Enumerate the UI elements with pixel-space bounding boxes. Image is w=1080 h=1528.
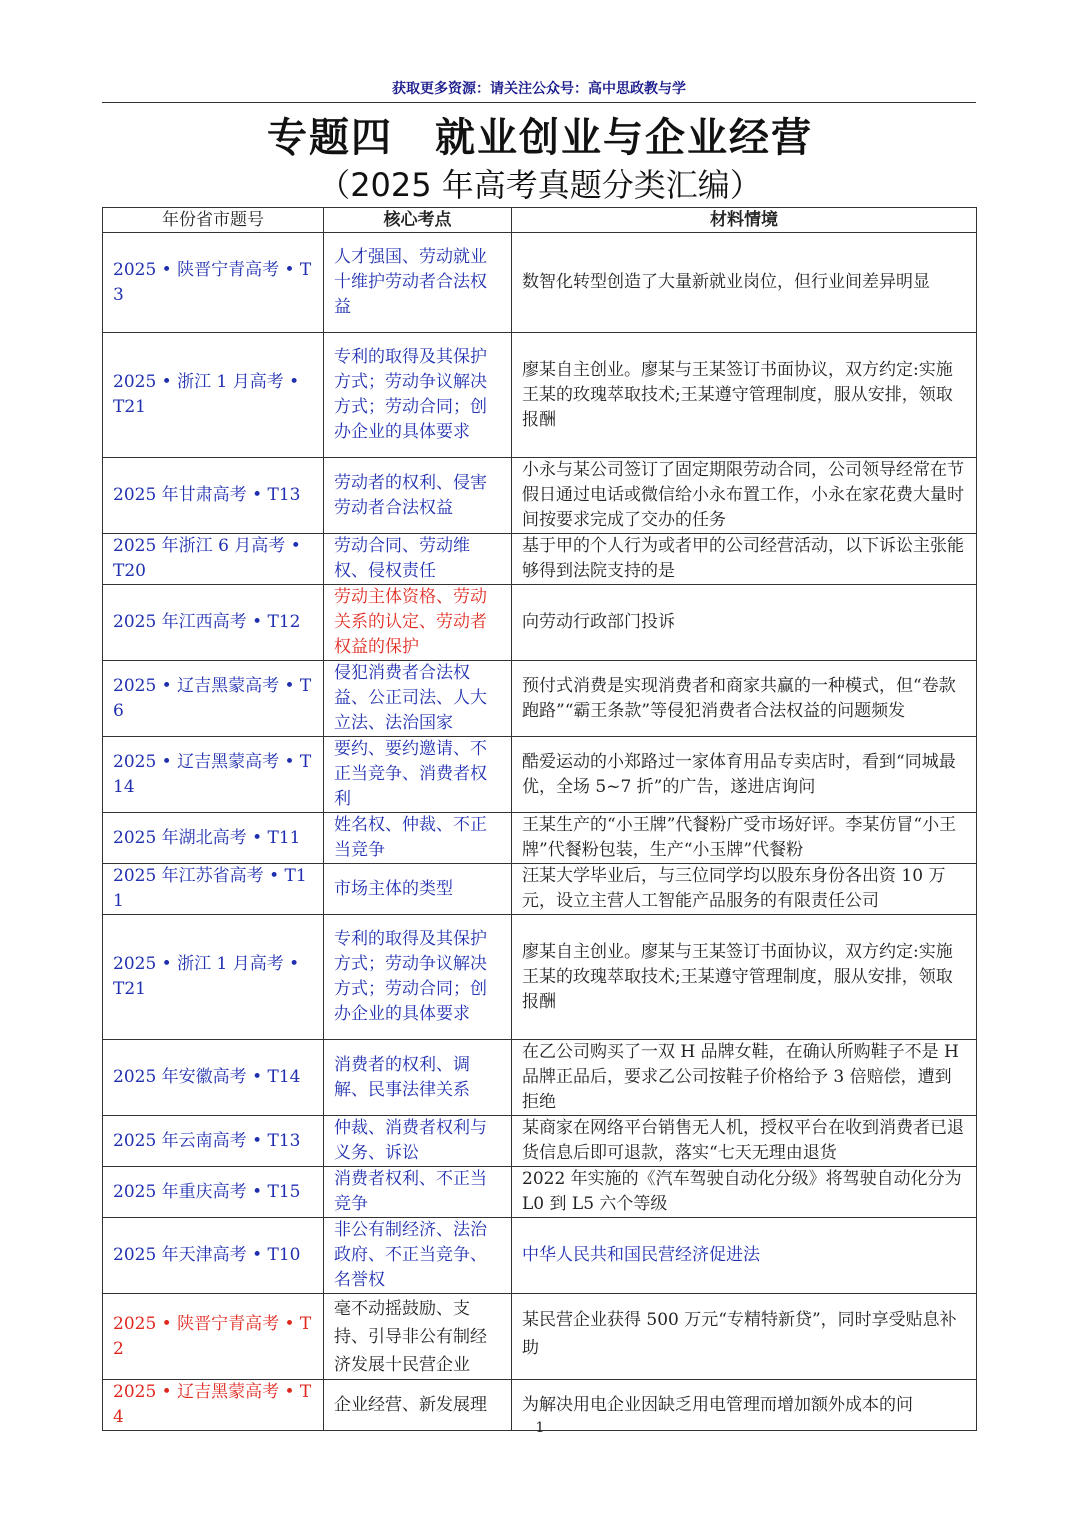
cell-point: 消费者的权利、调解、民事法律关系 (324, 1040, 512, 1116)
cell-point: 非公有制经济、法治政府、不正当竞争、名誉权 (324, 1218, 512, 1294)
page-number: 1 (535, 1420, 545, 1436)
cell-year: 2025 年天津高考 • T10 (103, 1218, 324, 1294)
cell-point: 专利的取得及其保护方式；劳动争议解决方式；劳动合同；创办企业的具体要求 (324, 333, 512, 458)
cell-point: 仲裁、消费者权利与义务、诉讼 (324, 1116, 512, 1167)
cell-material: 在乙公司购买了一双 H 品牌女鞋，在确认所购鞋子不是 H 品牌正品后，要求乙公司按鞋子价格给予 3 倍赔偿，遭到拒绝 (512, 1040, 977, 1116)
cell-point: 消费者权利、不正当竞争 (324, 1167, 512, 1218)
page-subtitle: （2025 年高考真题分类汇编） (318, 166, 762, 204)
cell-year: 2025 • 辽吉黑蒙高考 • T4 (103, 1380, 324, 1431)
table-row (103, 333, 977, 458)
table-row (103, 233, 977, 333)
cell-material: 向劳动行政部门投诉 (512, 585, 977, 661)
cell-year: 2025 年安徽高考 • T14 (103, 1040, 324, 1116)
cell-point: 侵犯消费者合法权益、公正司法、人大立法、法治国家 (324, 661, 512, 737)
cell-material: 廖某自主创业。廖某与王某签订书面协议，双方约定:实施王某的玫瑰萃取技术;王某遵守管理制度，服从安排，领取报酬 (512, 333, 977, 458)
cell-point: 毫不动摇鼓励、支持、引导非公有制经济发展十民营企业 (324, 1294, 512, 1380)
source-notice: 获取更多资源：请关注公众号：高中思政教与学 (102, 78, 976, 103)
column-header-year: 年份省市题号 (103, 208, 324, 233)
table-row (103, 813, 977, 864)
table-row (103, 1167, 977, 1218)
table-header-row (103, 208, 977, 233)
cell-point: 专利的取得及其保护方式；劳动争议解决方式；劳动合同；创办企业的具体要求 (324, 915, 512, 1040)
cell-material: 酷爱运动的小郑路过一家体育用品专卖店时，看到“同城最优，全场 5~7 折”的广告，遂进店询问 (512, 737, 977, 813)
cell-material: 基于甲的个人行为或者甲的公司经营活动，以下诉讼主张能够得到法院支持的是 (512, 534, 977, 585)
cell-year: 2025 • 辽吉黑蒙高考 • T14 (103, 737, 324, 813)
exam-topics-table (102, 207, 977, 1431)
cell-point: 要约、要约邀请、不正当竞争、消费者权利 (324, 737, 512, 813)
cell-material: 2022 年实施的《汽车驾驶自动化分级》将驾驶自动化分为 L0 到 L5 六个等级 (512, 1167, 977, 1218)
table-row (103, 1116, 977, 1167)
page-title: 专题四 就业创业与企业经营 (267, 115, 813, 161)
cell-year: 2025 • 辽吉黑蒙高考 • T6 (103, 661, 324, 737)
table-row (103, 458, 977, 534)
cell-point: 劳动主体资格、劳动关系的认定、劳动者权益的保护 (324, 585, 512, 661)
cell-material: 为解决用电企业因缺乏用电管理而增加额外成本的问 (512, 1380, 977, 1431)
cell-point: 姓名权、仲裁、不正当竞争 (324, 813, 512, 864)
cell-year: 2025 • 陕晋宁青高考 • T2 (103, 1294, 324, 1380)
cell-material: 某商家在网络平台销售无人机，授权平台在收到消费者已退货信息后即可退款，落实“七天无理由退货 (512, 1116, 977, 1167)
cell-year: 2025 年甘肃高考 • T13 (103, 458, 324, 534)
column-header-point: 核心考点 (324, 208, 512, 233)
table-row (103, 1218, 977, 1294)
cell-material: 王某生产的“小王牌”代餐粉广受市场好评。李某仿冒“小王牌”代餐粉包装，生产“小玉牌”代餐粉 (512, 813, 977, 864)
cell-year: 2025 • 浙江 1 月高考 • T21 (103, 333, 324, 458)
cell-material: 中华人民共和国民营经济促进法 (512, 1218, 977, 1294)
cell-year: 2025 年江苏省高考 • T11 (103, 864, 324, 915)
cell-material: 预付式消费是实现消费者和商家共赢的一种模式，但“卷款跑路”“霸王条款”等侵犯消费者合法权益的问题频发 (512, 661, 977, 737)
cell-point: 企业经营、新发展理 (324, 1380, 512, 1431)
cell-year: 2025 • 陕晋宁青高考 • T3 (103, 233, 324, 333)
cell-material: 某民营企业获得 500 万元“专精特新贷”，同时享受贴息补助 (512, 1294, 977, 1380)
table-row (103, 864, 977, 915)
cell-material: 数智化转型创造了大量新就业岗位，但行业间差异明显 (512, 233, 977, 333)
table-row (103, 1294, 977, 1380)
table-row (103, 585, 977, 661)
cell-material: 汪某大学毕业后，与三位同学均以股东身份各出资 10 万元，设立主营人工智能产品服务的有限责任公司 (512, 864, 977, 915)
cell-year: 2025 • 浙江 1 月高考 • T21 (103, 915, 324, 1040)
cell-year: 2025 年江西高考 • T12 (103, 585, 324, 661)
cell-point: 劳动合同、劳动维权、侵权责任 (324, 534, 512, 585)
table-row (103, 661, 977, 737)
cell-year: 2025 年浙江 6 月高考 • T20 (103, 534, 324, 585)
cell-material: 廖某自主创业。廖某与王某签订书面协议，双方约定:实施王某的玫瑰萃取技术;王某遵守管理制度，服从安排，领取报酬 (512, 915, 977, 1040)
cell-year: 2025 年湖北高考 • T11 (103, 813, 324, 864)
cell-point: 劳动者的权利、侵害劳动者合法权益 (324, 458, 512, 534)
cell-point: 人才强国、劳动就业十维护劳动者合法权益 (324, 233, 512, 333)
table-row (103, 534, 977, 585)
column-header-material: 材料情境 (512, 208, 977, 233)
cell-point: 市场主体的类型 (324, 864, 512, 915)
cell-material: 小永与某公司签订了固定期限劳动合同，公司领导经常在节假日通过电话或微信给小永布置工作，小永在家花费大量时间按要求完成了交办的任务 (512, 458, 977, 534)
cell-year: 2025 年重庆高考 • T15 (103, 1167, 324, 1218)
table-row (103, 737, 977, 813)
table-row (103, 915, 977, 1040)
table-row (103, 1040, 977, 1116)
cell-year: 2025 年云南高考 • T13 (103, 1116, 324, 1167)
